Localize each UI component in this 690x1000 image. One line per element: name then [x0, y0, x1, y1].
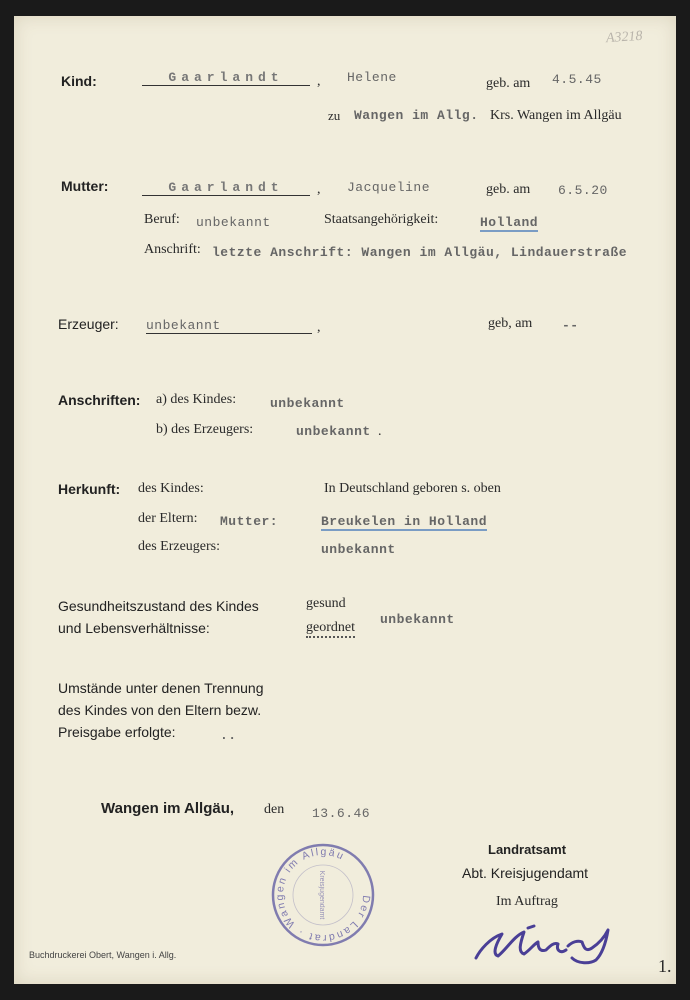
stamp-center-text: Kreisjugendamt [318, 870, 325, 920]
mother-label: Mutter: [61, 178, 109, 194]
mother-surname: Gaarlandt [142, 180, 310, 196]
addresses-father-value: unbekannt [296, 424, 371, 439]
child-firstname: Helene [347, 70, 397, 85]
child-zu: zu [328, 108, 341, 123]
archive-mark: A3218 [605, 28, 644, 47]
father-label: Erzeuger: [58, 316, 119, 332]
mother-firstname: Jacqueline [347, 180, 431, 195]
page-mark: 1. [658, 956, 672, 976]
separation-value: .. [220, 728, 237, 743]
child-surname: Gaarlandt [142, 70, 310, 86]
comma: , [317, 74, 321, 89]
addresses-father-label: b) des Erzeugers: [156, 422, 254, 437]
origin-father-label: des Erzeugers: [138, 539, 221, 554]
mother-beruf-label: Beruf: [144, 212, 180, 227]
addresses-child-label: a) des Kindes: [156, 392, 237, 407]
health-label-line2: und Lebensverhältnisse: [58, 620, 210, 636]
origin-child-value: In Deutschland geboren s. oben [324, 481, 501, 496]
official-stamp [268, 840, 378, 950]
origin-father-value: unbekannt [321, 542, 396, 557]
health-option-geordnet: geordnet [306, 620, 355, 638]
origin-parents-prefix: Mutter: [220, 514, 279, 529]
father-name: unbekannt [146, 318, 312, 334]
origin-parents-label: der Eltern: [138, 511, 198, 526]
office-line1: Landratsamt [488, 842, 567, 857]
mother-beruf: unbekannt [196, 215, 271, 230]
document-page [14, 16, 676, 984]
signature [468, 920, 638, 970]
father-born-label: geb, am [488, 316, 533, 331]
printer-imprint: Buchdruckerei Obert, Wangen i. Allg. [29, 950, 177, 960]
period: . [378, 424, 382, 439]
child-place: Wangen im Allg. [354, 108, 479, 123]
addresses-label: Anschriften: [58, 392, 141, 408]
origin-label: Herkunft: [58, 481, 121, 497]
comma: , [317, 182, 321, 197]
origin-parents-value: Breukelen in Holland [321, 514, 488, 529]
health-value: unbekannt [380, 612, 455, 627]
child-born-label: geb. am [486, 76, 531, 91]
mother-born-label: geb. am [486, 182, 531, 197]
origin-child-label: des Kindes: [138, 481, 204, 496]
separation-line3: Preisgabe erfolgte: [58, 724, 176, 740]
closing-date: 13.6.46 [312, 806, 371, 821]
separation-line2: des Kindes von den Eltern bezw. [58, 702, 262, 718]
mother-address: letzte Anschrift: Wangen im Allgäu, Lindauerstraße [212, 245, 628, 260]
im-auftrag: Im Auftrag [496, 894, 558, 909]
mother-nationality: Holland [480, 215, 539, 230]
separation-line1: Umstände unter denen Trennung [58, 680, 264, 696]
mother-nationality-label: Staatsangehörigkeit: [324, 212, 439, 227]
child-born-date: 4.5.45 [552, 72, 602, 87]
mother-address-label: Anschrift: [144, 242, 201, 257]
stamp-outer-text: Der Landrat · Wangen im Allgäu [273, 845, 373, 945]
office-line2: Abt. Kreisjugendamt [462, 865, 589, 881]
child-district: Krs. Wangen im Allgäu [490, 108, 622, 123]
father-born-date: -- [562, 318, 579, 333]
mother-born-date: 6.5.20 [558, 183, 608, 198]
addresses-child-value: unbekannt [270, 396, 345, 411]
closing-place: Wangen im Allgäu, [101, 800, 235, 817]
closing-den: den [264, 802, 285, 817]
health-option-gesund: gesund [306, 596, 346, 611]
comma: , [317, 320, 321, 335]
child-label: Kind: [61, 73, 97, 89]
health-label-line1: Gesundheitszustand des Kindes [58, 598, 259, 614]
